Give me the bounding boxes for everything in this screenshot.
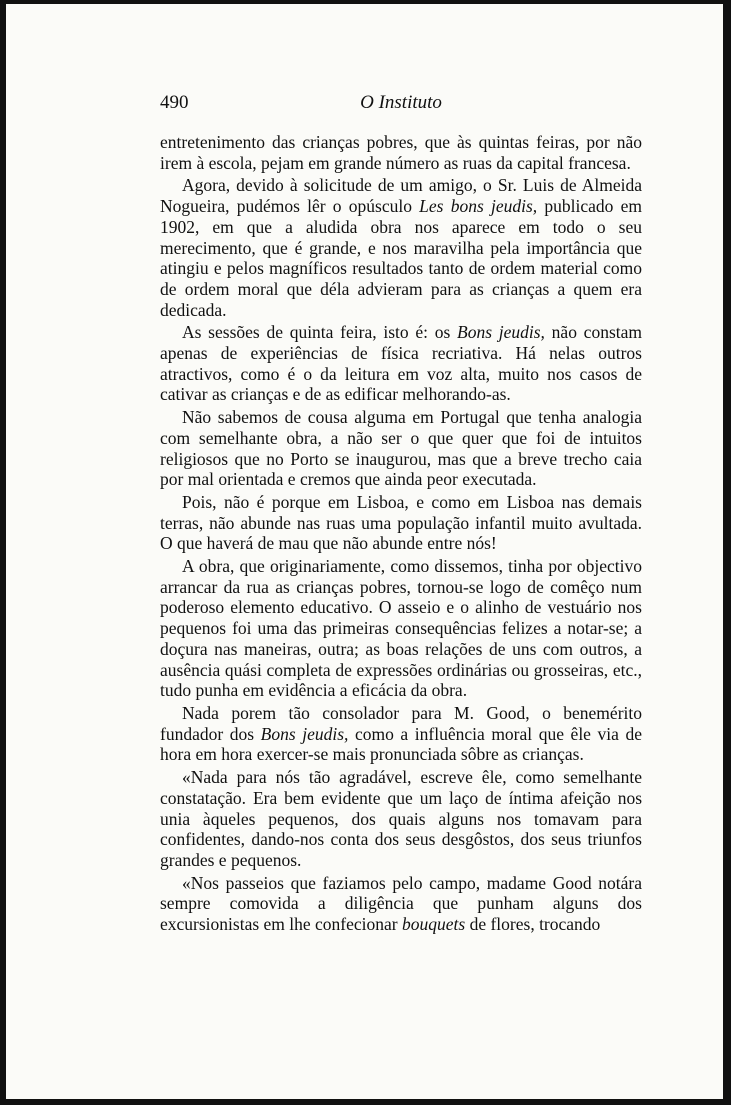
- page-number: 490: [160, 92, 189, 113]
- body-text: [160, 132, 642, 937]
- paragraph: entretenimento das crianças pobres, que às quintas feiras, por não irem à escola, pejam em grande número as ruas da capital francesa.: [160, 132, 642, 173]
- paragraph: «Nada para nós tão agradável, escreve êle, como semelhante constatação. Era bem evidente que um laço de íntima afeição nos unia àqueles pequenos, dos quais alguns nos tomavam para confidentes, dando-nos conta dos seus desgôstos, dos seus triunfos grandes e pequenos.: [160, 767, 642, 870]
- paragraph: Nada porem tão consolador para M. Good, o benemérito fundador dos Bons jeudis, como a influência moral que êle via de hora em hora exercer-se mais pronunciada sôbre as crianças.: [160, 702, 643, 765]
- paragraph: Pois, não é porque em Lisboa, e como em Lisboa nas demais terras, não abunde nas ruas uma população infantil muito avultada. O que haverá de mau que não abunde entre nós!: [160, 491, 642, 554]
- paragraph: As sessões de quinta feira, isto é: os Bons jeudis, não constam apenas de experiências de física recriativa. Há nelas outros atractivos, como é o da leitura em voz alta, muito nos casos de cativar as crianças e de as edificar melhorando-as.: [160, 322, 642, 405]
- paragraph: «Nos passeios que faziamos pelo campo, madame Good notára sempre comovida a diligência que punham alguns dos excursionistas em lhe confecionar bouquets de flores, trocando: [160, 872, 642, 935]
- paragraph: A obra, que originariamente, como dissemos, tinha por objectivo arrancar da rua as crianças pobres, tornou-se logo de comêço num poderoso elemento educativo. O asseio e o alinho de vestuário nos pequenos foi uma das primeiras consequências felizes a notar-se; a doçura nas maneiras, outra; as boas relações de uns com outros, a ausência quási completa de expressões ordinárias ou grosseiras, etc., tudo punha em evidência a eficácia da obra.: [160, 556, 642, 701]
- running-title: O Instituto: [360, 92, 442, 113]
- paragraph: Agora, devido à solicitude de um amigo, o Sr. Luis de Almeida Nogueira, pudémos lêr o opúsculo Les bons jeudis, publicado em 1902, em que a aludida obra nos aparece em todo o seu merecimento, que é grande, e nos maravilha pela importância que atingiu e pelos magníficos resultados tanto de ordem material como de ordem moral que déla advieram para as crianças a quem era dedicada.: [160, 175, 642, 320]
- page-header: [160, 92, 642, 116]
- paragraph: Não sabemos de cousa alguma em Portugal que tenha analogia com semelhante obra, a não ser o que quer que foi de intuitos religiosos que no Porto se inaugurou, mas que a breve trecho caia por mal orientada e cremos que ainda peor executada.: [160, 407, 642, 490]
